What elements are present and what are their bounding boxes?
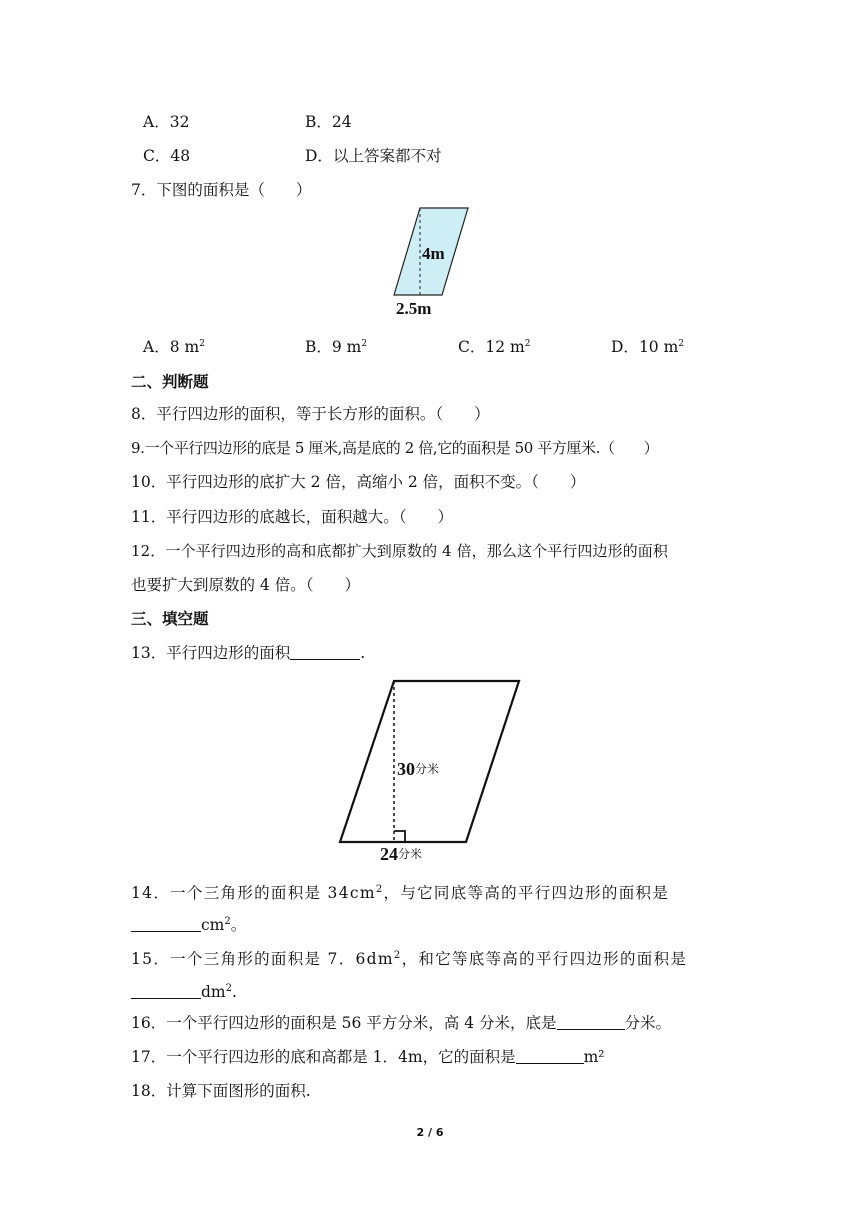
q7-option-c: C．12 $m^2$: [458, 338, 531, 356]
q7-option-d: D．10 $m^2$: [611, 338, 685, 356]
q7-base-label: 2.5m: [396, 299, 432, 318]
q7-height-label: 4m: [422, 244, 445, 263]
q11-question: 11．平行四边形的底越长，面积越大。（ ）: [131, 508, 453, 526]
q13-answer-blank[interactable]: [290, 645, 360, 660]
section-judgment-title: 二、判断题: [131, 373, 209, 391]
q9-question: 9.一个平行四边形的底是 5 厘米,高是底的 2 倍,它的面积是 50 平方厘米.（ ）: [131, 439, 659, 457]
q7-parallelogram-figure: [384, 204, 474, 318]
q10-question: 10．平行四边形的底扩大 2 倍，高缩小 2 倍，面积不变。（ ）: [131, 473, 586, 491]
q13-question: 13．平行四边形的面积 .: [131, 644, 366, 662]
q17-question: 17．一个平行四边形的底和高都是 1．4m，它的面积是 m²: [131, 1048, 605, 1066]
q6-option-d: D．以上答案都不对: [305, 147, 442, 165]
q13-base-label: 24分米: [380, 844, 423, 864]
q6-option-c: C．48: [143, 147, 191, 165]
q6-option-b: B．24: [305, 113, 352, 131]
section-fill-blank-title: 三、填空题: [131, 610, 209, 628]
q8-question: 8．平行四边形的面积，等于长方形的面积。（ ）: [131, 405, 490, 423]
q12-question-line1: 12．一个平行四边形的高和底都扩大到原数的 4 倍，那么这个平行四边形的面积: [131, 542, 668, 560]
q15-answer-blank[interactable]: [131, 984, 201, 999]
q14-question-line2: $cm^2$。: [131, 912, 246, 935]
q17-answer-blank[interactable]: [516, 1049, 584, 1064]
q7-option-a: A．8 $m^2$: [143, 338, 205, 356]
q14-question-line1: 14．一个三角形的面积是 $34cm^2$，与它同底等高的平行四边形的面积是: [131, 884, 670, 902]
q14-answer-blank[interactable]: [131, 917, 201, 932]
q15-question-line1: 15．一个三角形的面积是 7．$6dm^2$，和它等底等高的平行四边形的面积是: [131, 950, 688, 968]
q6-option-a: A．32: [143, 113, 190, 131]
q16-question: 16．一个平行四边形的面积是 56 平方分米，高 4 分米，底是 分米。: [131, 1014, 672, 1032]
q13-right-angle-mark: [394, 831, 405, 842]
q13-height-label: 30分米: [397, 759, 440, 779]
q15-question-line2: $dm^2$.: [131, 979, 237, 1002]
q18-question: 18．计算下面图形的面积.: [131, 1082, 311, 1100]
q16-answer-blank[interactable]: [557, 1015, 625, 1030]
q7-question: 7．下图的面积是（ ）: [131, 181, 312, 199]
q13-parallelogram-figure: [336, 676, 526, 866]
q7-option-b: B．9 $m^2$: [305, 338, 368, 356]
q12-question-line2: 也要扩大到原数的 4 倍。（ ）: [131, 576, 360, 594]
page-number: 2 / 6: [416, 1126, 444, 1139]
